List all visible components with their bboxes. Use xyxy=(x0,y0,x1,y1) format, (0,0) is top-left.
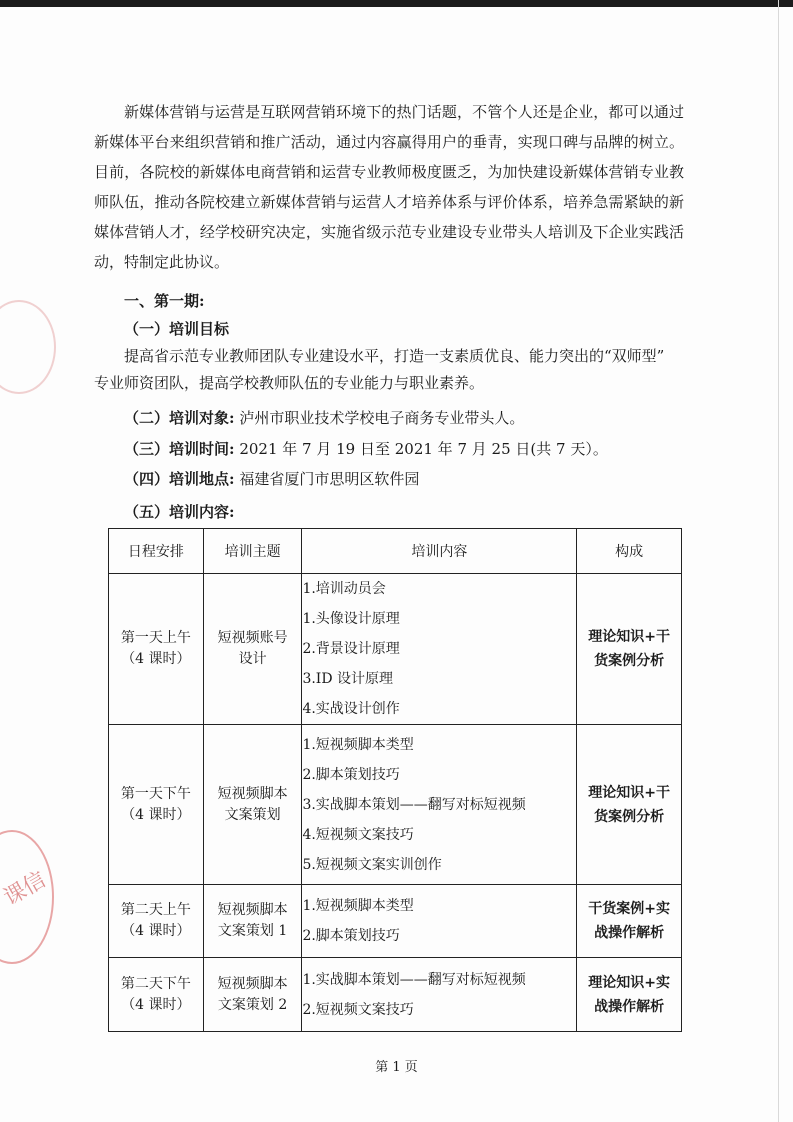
table-row xyxy=(109,574,682,725)
theme-cell: 短视频账号 设计 xyxy=(203,574,302,725)
content-item: 1.培训动员会 xyxy=(302,581,386,597)
content-item: 5.短视频文案实训创作 xyxy=(302,856,442,873)
goal-heading: （一）培训目标 xyxy=(124,320,230,338)
time-line xyxy=(124,438,608,460)
goal-text-line-2: 专业师资团队，提高学校教师队伍的专业能力与职业素养。 xyxy=(94,374,485,392)
time-value: 2021 年 7 月 19 日至 2021 年 7 月 25 日(共 7 天）。 xyxy=(239,440,608,458)
theme-cell: 短视频脚本 文案策划 2 xyxy=(203,958,302,1032)
place-value: 福建省厦门市思明区软件园 xyxy=(239,470,420,488)
content-item: 2.脚本策划技巧 xyxy=(302,928,400,944)
content-cell xyxy=(302,725,577,885)
content-item: 1.短视频脚本类型 xyxy=(302,736,414,753)
composition-cell: 理论知识+干 货案例分析 xyxy=(577,574,682,725)
table-header-row xyxy=(109,529,682,574)
table-row xyxy=(109,885,682,958)
target-line xyxy=(124,407,524,429)
content-item: 3.实战脚本策划——翻写对标短视频 xyxy=(302,796,526,813)
content-heading: （五）培训内容: xyxy=(124,503,235,521)
content-cell xyxy=(302,958,577,1032)
table-row xyxy=(109,958,682,1032)
header-schedule: 日程安排 xyxy=(109,529,204,574)
theme-cell: 短视频脚本 文案策划 1 xyxy=(203,885,302,958)
content-cell xyxy=(302,885,577,958)
target-value: 泸州市职业技术学校电子商务专业带头人。 xyxy=(239,409,525,427)
schedule-cell: 第一天下午 （4 课时） xyxy=(109,725,204,885)
time-label: （三）培训时间: xyxy=(124,440,235,458)
composition-cell: 理论知识+干 货案例分析 xyxy=(577,725,682,885)
schedule-cell: 第二天下午 （4 课时） xyxy=(109,958,204,1032)
header-theme: 培训主题 xyxy=(203,529,302,574)
content-item: 2.背景设计原理 xyxy=(302,641,400,657)
composition-cell: 理论知识+实 战操作解析 xyxy=(577,958,682,1032)
content-item: 1.短视频脚本类型 xyxy=(302,898,414,914)
intro-paragraph: 新媒体营销与运营是互联网营销环境下的热门话题，不管个人还是企业，都可以通过新媒体平台来组织营销和推广活动，通过内容赢得用户的垂青，实现口碑与品牌的树立。目前，各院校的新媒体电商营销和运营专业教师极度匮乏，为加快建设新媒体营销专业教师队伍，推动各院校建立新媒体营销与运营人才培养体系与评价体系，培养急需紧缺的新媒体营销人才，经学校研究决定，实施省级示范专业建设专业带头人培训及下企业实践活动，特制定此协议。 xyxy=(94,103,684,271)
place-line xyxy=(124,468,419,490)
content-item: 4.短视频文案技巧 xyxy=(302,826,414,843)
table-row xyxy=(109,725,682,885)
content-item: 2.脚本策划技巧 xyxy=(302,766,400,783)
theme-cell: 短视频脚本 文案策划 xyxy=(203,725,302,885)
composition-cell: 干货案例+实 战操作解析 xyxy=(577,885,682,958)
goal-text-line-1: 提高省示范专业教师团队专业建设水平，打造一支素质优良、能力突出的“双师型” xyxy=(124,347,665,365)
content-item: 4.实战设计创作 xyxy=(302,701,400,717)
section-heading: 一、第一期: xyxy=(124,292,205,310)
place-label: （四）培训地点: xyxy=(124,470,235,488)
header-composition: 构成 xyxy=(577,529,682,574)
header-content: 培训内容 xyxy=(302,529,577,574)
content-item: 1.头像设计原理 xyxy=(302,611,400,627)
training-schedule-table xyxy=(108,528,682,1032)
content-item: 2.短视频文案技巧 xyxy=(302,1001,414,1018)
content-cell xyxy=(302,574,577,725)
schedule-cell: 第二天上午 （4 课时） xyxy=(109,885,204,958)
content-item: 1.实战脚本策划——翻写对标短视频 xyxy=(302,971,526,988)
schedule-cell: 第一天上午 （4 课时） xyxy=(109,574,204,725)
content-item: 3.ID 设计原理 xyxy=(302,671,393,687)
target-label: （二）培训对象: xyxy=(124,409,235,427)
page-number: 第 1 页 xyxy=(375,1060,418,1075)
red-seal-stamp: 课信 xyxy=(0,830,54,964)
